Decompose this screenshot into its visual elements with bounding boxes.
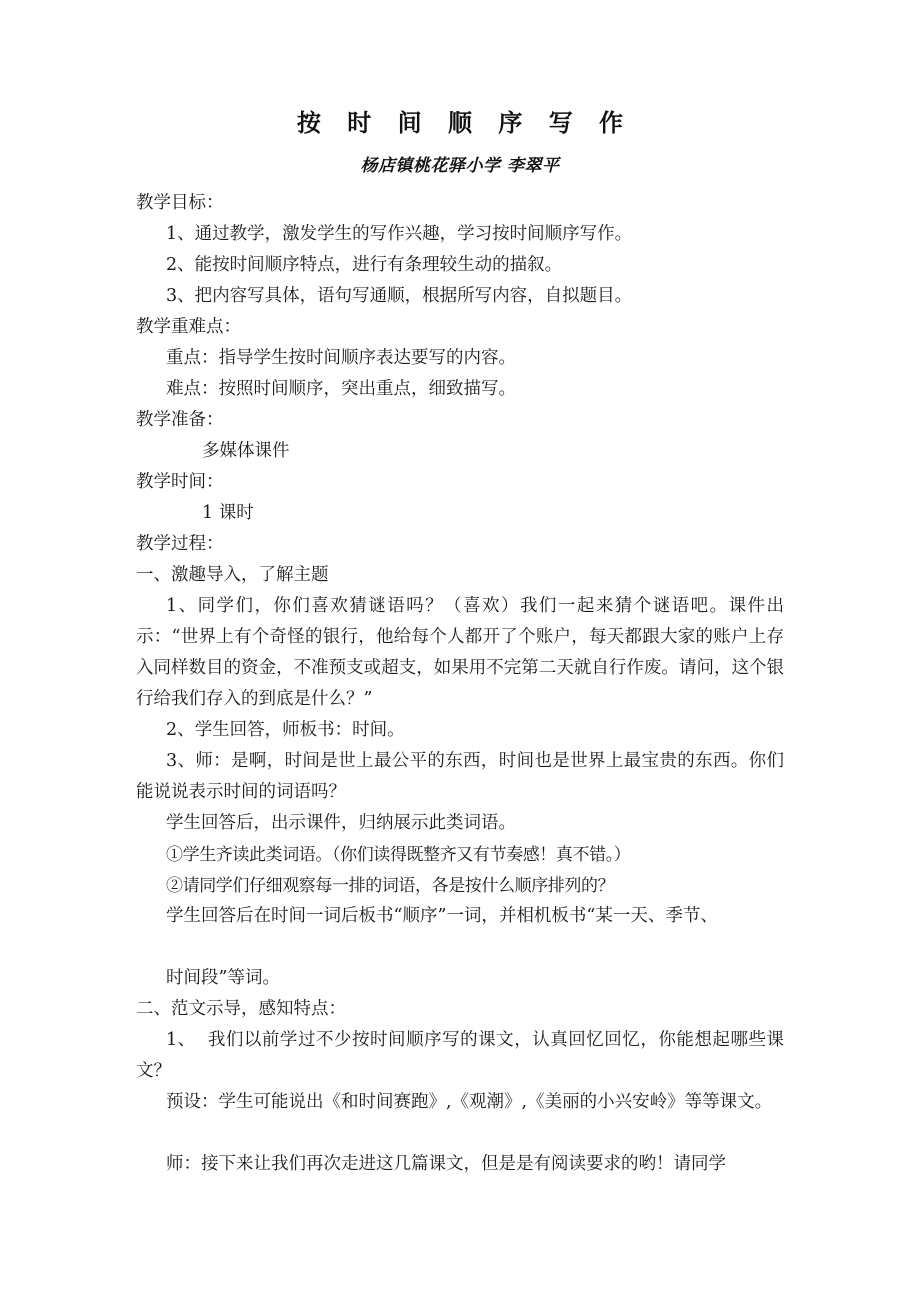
document-title: 按 时 间 顺 序 写 作 bbox=[296, 109, 633, 137]
body-line: 1、通过教学，激发学生的写作兴趣，学习按时间顺序写作。 bbox=[166, 224, 633, 244]
body-line: 1、同学们，你们喜欢猜谜语吗？（喜欢）我们一起来猜个谜语吧。课件出示：“世界上有个奇怪的银行，他给每个人都开了个账户，每天都跟大家的账户上存入同样数目的资金，不准预支或超支，如果用不完第二天就自行作废。请问，这个银行给我们存入的到底是什么？” bbox=[136, 596, 784, 709]
body-line: 教学目标： bbox=[136, 193, 224, 213]
body-spacer bbox=[136, 932, 784, 963]
body-line: 1、 我们以前学过不少按时间顺序写的课文，认真回忆回忆，你能想起哪些课文？ bbox=[136, 1030, 784, 1081]
body-line: 难点：按照时间顺序，突出重点，细致描写。 bbox=[166, 379, 516, 399]
body-line: 1 课时 bbox=[202, 503, 254, 523]
body-line: 学生回答后，出示课件，归纳展示此类词语。 bbox=[166, 813, 516, 833]
body-line: 教学过程： bbox=[136, 534, 224, 554]
body-line: 学生回答后在时间一词后板书“顺序”一词，并相机板书“某一天、季节、 bbox=[166, 906, 718, 926]
body-line: 重点：指导学生按时间顺序表达要写的内容。 bbox=[166, 348, 516, 368]
body-line: 时间段”等词。 bbox=[166, 968, 280, 988]
body-line: 教学准备： bbox=[136, 410, 224, 430]
body-line: 多媒体课件 bbox=[202, 441, 290, 461]
body-line: 2、学生回答，师板书：时间。 bbox=[166, 720, 405, 740]
document-content bbox=[136, 104, 784, 1180]
body-line: 3、把内容写具体，语句写通顺，根据所写内容，自拟题目。 bbox=[166, 286, 633, 306]
body-line: 预设：学生可能说出《和时间赛跑》,《观潮》,《美丽的小兴安岭》等等课文。 bbox=[166, 1092, 773, 1112]
body-line: ②请同学们仔细观察每一排的词语，各是按什么顺序排列的？ bbox=[166, 876, 615, 895]
body-line: 教学时间： bbox=[136, 472, 224, 492]
document-subtitle-author: 杨店镇桃花驿小学 李翠平 bbox=[360, 156, 560, 176]
body-line: 2、能按时间顺序特点，进行有条理较生动的描叙。 bbox=[166, 255, 563, 275]
body-line: 3、师：是啊，时间是世上最公平的东西，时间也是世界上最宝贵的东西。你们能说说表示时间的词语吗？ bbox=[136, 751, 784, 802]
body-line: 教学重难点： bbox=[136, 317, 241, 337]
body-line: 师：接下来让我们再次走进这几篇课文，但是是有阅读要求的哟！请同学 bbox=[166, 1154, 726, 1174]
body-spacer bbox=[136, 1118, 784, 1149]
document-body bbox=[136, 188, 784, 1180]
body-line: ①学生齐读此类词语。（你们读得既整齐又有节奏感！真不错。） bbox=[166, 845, 631, 864]
body-line: 二、范文示导，感知特点： bbox=[136, 999, 346, 1019]
body-line: 一、激趣导入，了解主题 bbox=[136, 565, 329, 585]
